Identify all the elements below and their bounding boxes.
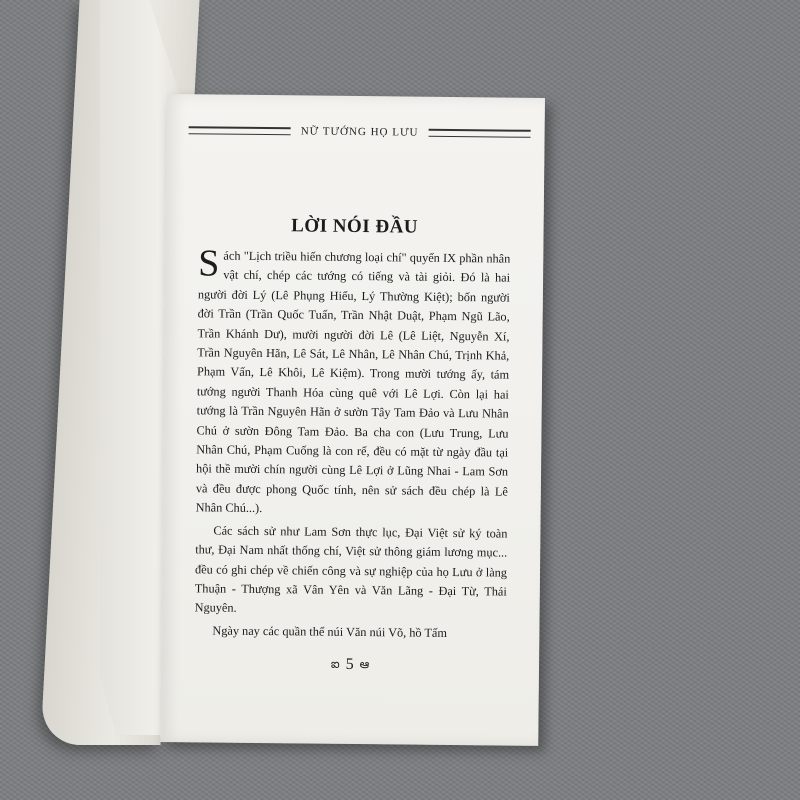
- left-ornament-icon: ఐ: [330, 656, 340, 671]
- paragraph-1: [195, 242, 511, 521]
- paragraph-1-text: ách "Lịch triều hiến chương loại chí" quyển IX phần nhân vật chí, chép các tướng có tiếng và tài giỏi. Đó là hai người đời Lý (Lê Phụng Hiểu, Lý Thường Kiệt); bốn người đời Trần (Trần Quốc Tuấn, Trần Nhật Duật, Phạm Ngũ Lão, Trần Khánh Dư), mười người đời Lê (Lê Liệt, Nguyễn Xí, Trần Nguyên Hãn, Lê Sát, Lê Nhân, Lê Nhân Chú, Trịnh Khả, Phạm Vấn, Lê Khôi, Lê Kiệm). Trong mười tướng ấy, tám tướng người Thanh Hóa cùng quê với Lê Lợi. Còn lại hai tướng là Trần Nguyên Hãn ở sườn Tây Tam Đảo và Lưu Nhân Chú ở sườn Đông Tam Đảo. Ba cha con (Lưu Trung, Lưu Nhân Chú, Phạm Cuống là con rể, đều có mặt từ ngày đầu tại hội thề mười chín người cùng Lê Lợi ở Lũng Nhai - Lam Sơn và đều được phong Quốc tính, nên sử sách đều chép là Lê Nhân Chú...).: [195, 248, 511, 516]
- right-ornament-icon: ఆ: [359, 656, 370, 671]
- drop-cap: S: [198, 242, 220, 285]
- book-page: [160, 94, 545, 746]
- body-text: [194, 242, 511, 646]
- header-rule-right: [428, 129, 530, 138]
- chapter-title: LỜI NÓI ĐẦU: [291, 215, 419, 238]
- page-number: 5: [345, 655, 354, 673]
- paragraph-2: Các sách sử như Lam Sơn thực lục, Đại Việt sử ký toàn thư, Đại Nam nhất thống chí, Việt sử thông giám lương mục... đều có ghi chép về chiến công và sự nghiệp của họ Lưu ở làng Thuận - Thượng xã Vân Yên và Văn Lãng - Đại Từ, Thái Nguyên.: [194, 523, 508, 616]
- running-title: NỮ TƯỚNG HỌ LƯU: [300, 125, 419, 139]
- running-header: [188, 116, 530, 148]
- header-rule-left: [189, 126, 291, 135]
- page-footer: [161, 654, 539, 676]
- paragraph-3: Ngày nay các quần thể núi Văn núi Võ, hồ Tấm: [212, 623, 448, 640]
